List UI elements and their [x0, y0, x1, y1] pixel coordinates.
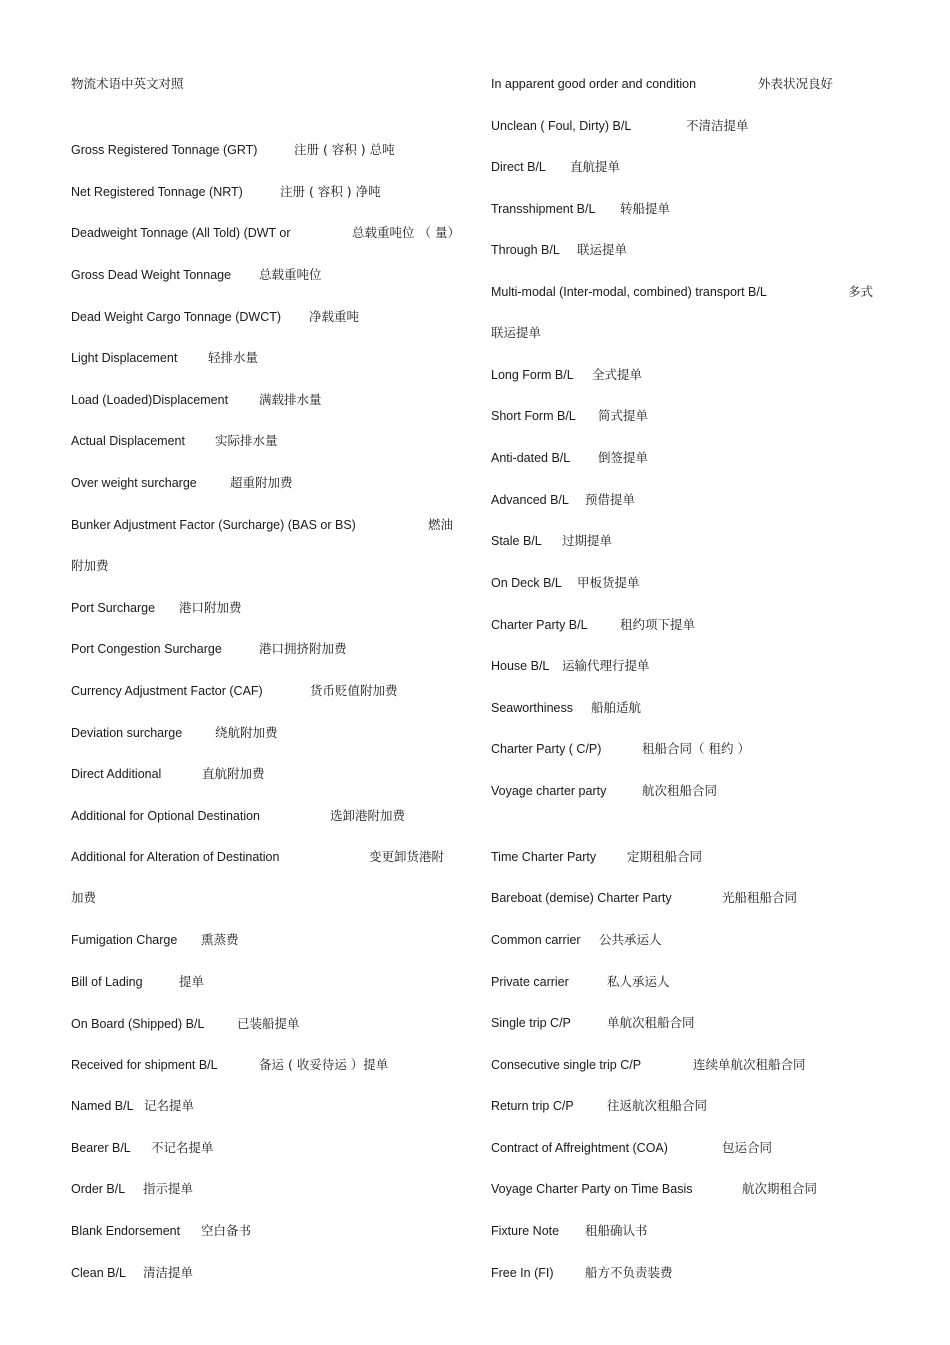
term-english: Multi-modal (Inter-modal, combined) transport B/L [491, 285, 767, 299]
term-english: Common carrier [491, 933, 581, 947]
term-chinese: 选卸港附加费 [330, 808, 406, 823]
term-english: Net Registered Tonnage (NRT) [71, 185, 243, 199]
term-english: Currency Adjustment Factor (CAF) [71, 684, 263, 698]
term-chinese: 绕航附加费 [215, 725, 278, 740]
term-chinese: 过期提单 [562, 533, 613, 548]
term-chinese-continuation: 联运提单 [491, 325, 542, 340]
term-chinese: 倒签提单 [598, 450, 649, 465]
term-chinese: 船方不负责装费 [585, 1265, 673, 1280]
term-english: Light Displacement [71, 351, 178, 365]
term-chinese: 船舶适航 [591, 700, 642, 715]
term-chinese: 注册 ( 容积 ) 净吨 [280, 184, 381, 199]
term-english: Deadweight Tonnage (All Told) (DWT or [71, 226, 291, 240]
term-english: Voyage Charter Party on Time Basis [491, 1182, 693, 1196]
term-english: Return trip C/P [491, 1099, 574, 1113]
term-chinese: 记名提单 [144, 1098, 195, 1113]
term-english: Direct Additional [71, 767, 162, 781]
term-chinese: 清洁提单 [143, 1265, 194, 1280]
term-chinese: 包运合同 [722, 1140, 773, 1155]
term-chinese: 往返航次租船合同 [607, 1098, 708, 1113]
term-english: Direct B/L [491, 160, 546, 174]
document-title: 物流术语中英文对照 [71, 77, 184, 91]
term-chinese: 连续单航次租船合同 [693, 1057, 806, 1072]
term-english: Bearer B/L [71, 1141, 131, 1155]
term-chinese: 全式提单 [592, 367, 643, 382]
term-chinese: 备运 ( 收妥待运 ）提单 [259, 1057, 389, 1072]
term-chinese: 总载重吨位 [259, 267, 322, 282]
term-english: Charter Party ( C/P) [491, 742, 602, 756]
term-english: Transshipment B/L [491, 202, 596, 216]
term-english: Charter Party B/L [491, 618, 588, 632]
term-english: Bareboat (demise) Charter Party [491, 891, 672, 905]
term-english: Short Form B/L [491, 409, 576, 423]
term-english: Actual Displacement [71, 434, 185, 448]
term-chinese-continuation: 附加费 [71, 558, 109, 573]
term-chinese: 航次期租合同 [742, 1181, 818, 1196]
term-english: House B/L [491, 659, 550, 673]
term-chinese-continuation: 加费 [71, 890, 97, 905]
term-chinese: 甲板货提单 [577, 575, 640, 590]
term-chinese: 超重附加费 [230, 475, 293, 490]
term-english: Unclean ( Foul, Dirty) B/L [491, 119, 632, 133]
term-chinese: 不记名提单 [151, 1140, 214, 1155]
term-chinese: 总载重吨位 （ 量） [352, 225, 460, 240]
term-english: Order B/L [71, 1182, 126, 1196]
term-english: Voyage charter party [491, 784, 607, 798]
term-english: Free In (FI) [491, 1266, 554, 1280]
term-chinese: 不清洁提单 [686, 118, 749, 133]
term-chinese: 租船确认书 [585, 1223, 648, 1238]
term-english: Over weight surcharge [71, 476, 197, 490]
term-english: Gross Dead Weight Tonnage [71, 268, 232, 282]
term-chinese: 空白备书 [201, 1223, 252, 1238]
term-chinese: 港口附加费 [179, 600, 242, 615]
term-english: On Deck B/L [491, 576, 562, 590]
term-chinese: 净载重吨 [309, 309, 360, 324]
term-chinese: 已装船提单 [237, 1016, 300, 1031]
term-english: Private carrier [491, 975, 569, 989]
term-english: Clean B/L [71, 1266, 126, 1280]
term-chinese: 联运提单 [577, 242, 628, 257]
term-chinese: 货币贬值附加费 [310, 683, 398, 698]
term-chinese: 轻排水量 [208, 350, 259, 365]
term-chinese: 私人承运人 [607, 974, 670, 989]
term-english: Bill of Lading [71, 975, 143, 989]
term-english: On Board (Shipped) B/L [71, 1017, 205, 1031]
term-english: Through B/L [491, 243, 560, 257]
term-chinese: 燃油 [428, 517, 454, 532]
term-english: Additional for Optional Destination [71, 809, 261, 823]
term-chinese: 定期租船合同 [627, 849, 703, 864]
term-english: Consecutive single trip C/P [491, 1058, 642, 1072]
term-english: Named B/L [71, 1099, 134, 1113]
term-chinese: 指示提单 [143, 1181, 194, 1196]
term-english: Received for shipment B/L [71, 1058, 218, 1072]
term-chinese: 租船合同（ 租约 ） [642, 741, 750, 756]
term-chinese: 光船租船合同 [722, 890, 798, 905]
term-chinese: 租约项下提单 [620, 617, 696, 632]
term-chinese: 运输代理行提单 [562, 658, 650, 673]
term-chinese: 变更卸货港附 [369, 849, 445, 864]
term-chinese: 多式 [848, 284, 874, 299]
term-english: Bunker Adjustment Factor (Surcharge) (BAS or BS) [71, 518, 356, 532]
term-english: Blank Endorsement [71, 1224, 181, 1238]
term-chinese: 简式提单 [598, 408, 649, 423]
term-chinese: 熏蒸费 [201, 932, 239, 947]
term-chinese: 提单 [179, 974, 205, 989]
term-english: Seaworthiness [491, 701, 573, 715]
term-english: Gross Registered Tonnage (GRT) [71, 143, 258, 157]
term-english: Fixture Note [491, 1224, 560, 1238]
term-english: Port Surcharge [71, 601, 156, 615]
term-chinese: 预借提单 [585, 492, 636, 507]
term-chinese: 注册 ( 容积 ) 总吨 [294, 142, 395, 157]
term-english: Contract of Affreightment (COA) [491, 1141, 668, 1155]
term-chinese: 满载排水量 [259, 392, 322, 407]
term-chinese: 转船提单 [620, 201, 671, 216]
term-english: Fumigation Charge [71, 933, 178, 947]
term-english: Single trip C/P [491, 1016, 571, 1030]
term-chinese: 港口拥挤附加费 [259, 641, 347, 656]
term-english: Anti-dated B/L [491, 451, 571, 465]
term-english: In apparent good order and condition [491, 77, 697, 91]
term-chinese: 外表状况良好 [758, 76, 834, 91]
term-english: Long Form B/L [491, 368, 574, 382]
term-chinese: 直航附加费 [202, 766, 265, 781]
term-english: Additional for Alteration of Destination [71, 850, 280, 864]
term-chinese: 单航次租船合同 [607, 1015, 695, 1030]
term-chinese: 公共承运人 [599, 932, 662, 947]
term-english: Deviation surcharge [71, 726, 183, 740]
term-english: Port Congestion Surcharge [71, 642, 222, 656]
term-english: Dead Weight Cargo Tonnage (DWCT) [71, 310, 282, 324]
term-english: Load (Loaded)Displacement [71, 393, 229, 407]
term-english: Advanced B/L [491, 493, 569, 507]
term-english: Time Charter Party [491, 850, 597, 864]
term-english: Stale B/L [491, 534, 542, 548]
term-chinese: 实际排水量 [215, 433, 278, 448]
term-chinese: 航次租船合同 [642, 783, 718, 798]
term-chinese: 直航提单 [570, 159, 621, 174]
